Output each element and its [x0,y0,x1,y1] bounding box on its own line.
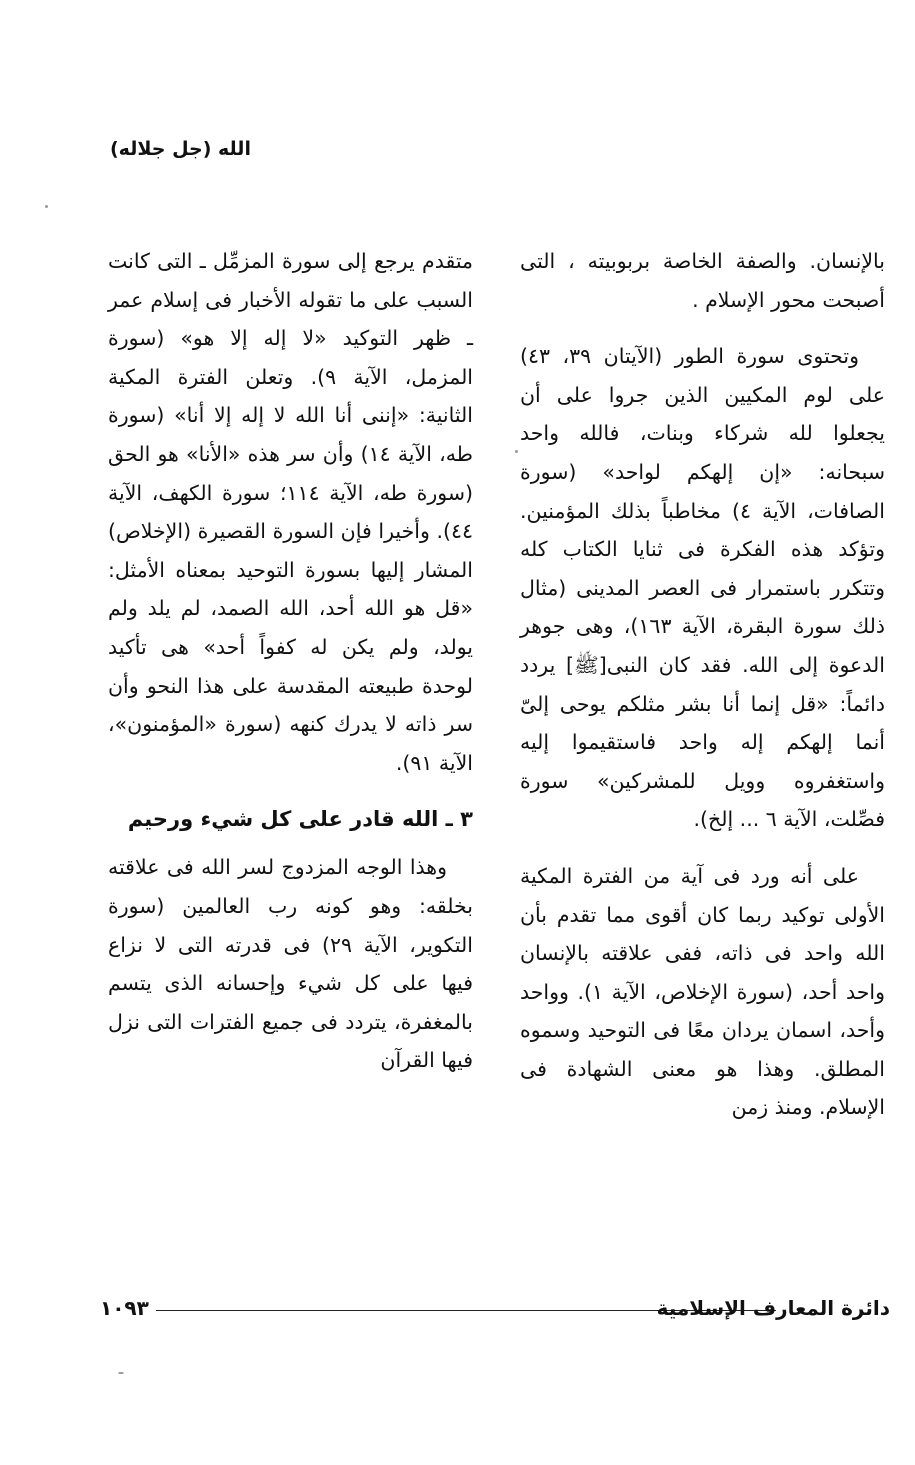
journal-title: دائرة المعارف الإسلامية [656,1296,890,1320]
left-paragraph-2: وهذا الوجه المزدوج لسر الله فى علاقته بخلقه: وهو كونه رب العالمين (سورة التكوير، الآية ٢٩) فى قدرته التى لا نزاع فيها على كل شيء وإحسانه الذى يتسم بالمغفرة، يتردد فى جميع الفترات التى نزل فيها القرآن [108,855,473,1073]
right-paragraph-1: بالإنسان. والصفة الخاصة بربوبيته ، التى أصبحت محور الإسلام . [520,249,885,312]
page-footer [100,1296,890,1326]
left-column [108,242,473,1080]
right-paragraph-3: على أنه ورد فى آية من الفترة المكية الأولى توكيد ربما كان أقوى مما تقدم بأن الله واحد فى ذاته، ففى علاقته بالإنسان واحد أحد، (سورة الإخلاص، الآية ١). وواحد وأحد، اسمان يردان معًا فى التوحيد وسموه المطلق. وهذا هو معنى الشهادة فى الإسلام. ومنذ زمن [520,863,885,1120]
page-number: ١٠٩٣ [100,1296,149,1320]
scan-speck [118,1372,124,1374]
right-column [520,242,885,1127]
left-paragraph-1: متقدم يرجع إلى سورة المزمِّل ـ التى كانت السبب على ما تقوله الأخبار فى إسلام عمر ـ ظهر التوكيد «لا إله إلا هو» (سورة المزمل، الآية ٩). وتعلن الفترة المكية الثانية: «إننى أنا الله لا إله إلا أنا» (سورة طه، الآية ١٤) وأن سر هذه «الأنا» هو الحق (سورة طه، الآية ١١٤؛ سورة الكهف، الآية ٤٤). وأخيرا فإن السورة القصيرة (الإخلاص) المشار إليها بسورة التوحيد بمعناه الأمثل: «قل هو الله أحد، الله الصمد، لم يلد ولم يولد، ولم يكن له كفواً أحد» هى تأكيد لوحدة طبيعته المقدسة على هذا النحو وأن سر ذاته لا يدرك كنهه (سورة «المؤمنون»، الآية ٩١). [108,249,474,775]
scan-speck [515,450,518,453]
scan-speck [45,205,48,208]
section-heading: ٣ ـ الله قادر على كل شيء ورحيم [127,807,473,832]
running-head: الله (جل جلاله) [110,138,251,160]
right-paragraph-2: وتحتوى سورة الطور (الآيتان ٣٩، ٤٣) على لوم المكيين الذين جروا على أن يجعلوا لله شركاء وبنات، فالله واحد سبحانه: «إن إلهكم لواحد» (سورة الصافات، الآية ٤) مخاطباً بذلك المؤمنين. وتؤكد هذه الفكرة فى ثنايا الكتاب كله وتتكرر باستمرار فى العصر المدينى (مثال ذلك سورة البقرة، الآية ١٦٣)، وهى جوهر الدعوة إلى الله. فقد كان النبى[ﷺ] يردد دائماً: «قل إنما أنا بشر مثلكم يوحى إلىّ أنما إلهكم إله واحد فاستقيموا إليه واستغفروه وويل للمشركين» سورة فصِّلت، الآية ٦ ... إلخ). [520,344,886,832]
